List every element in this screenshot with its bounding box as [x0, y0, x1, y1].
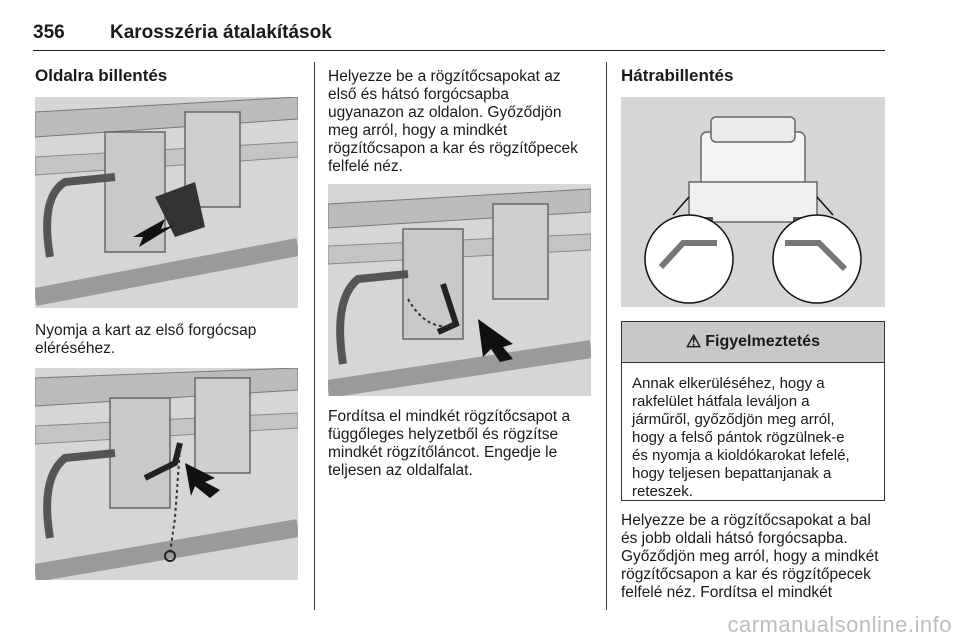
text-insert-pins: Helyezze be a rögzítőcsapokat az első és hátsó forgócsapba ugyanazon az oldalon. Győződjön meg arról, hogy a mindkét rögzítőcsapon a kar és rögzítőpecek felfelé néz. — [328, 68, 578, 175]
warning-box — [621, 321, 885, 501]
text-push-lever: Nyomja a kart az első forgócsap eléréséhez. — [35, 322, 257, 357]
heading-side-tilt: Oldalra billentés — [35, 66, 168, 85]
figure-rear-pins — [621, 97, 885, 307]
heading-rear-tilt: Hátrabillentés — [621, 66, 734, 85]
figure-chain-secure — [35, 368, 298, 580]
figure-lever-push — [35, 97, 298, 308]
warning-title: Figyelmeztetés — [705, 333, 820, 350]
page-number: 356 — [33, 22, 65, 43]
page-header — [33, 22, 885, 51]
column-divider — [314, 62, 315, 610]
warning-text: Annak elkerüléséhez, hogy a rakfelület hátfala leváljon a járműről, győződjön meg arról, hogy a felső pántok rögzülnek-e és nyomja a kioldókarokat lefelé, hogy teljesen bepattanjanak a reteszek. — [632, 375, 850, 500]
text-rotate-pins: Fordítsa el mindkét rögzítőcsapot a függőleges helyzetből és rögzítse mindkét rögzítőláncot. Engedje le teljesen az oldalfalat. — [328, 408, 571, 479]
warning-header — [622, 322, 884, 363]
text-rear-pins: Helyezze be a rögzítőcsapokat a bal és jobb oldali hátsó forgócsapba. Győződjön meg arról, hogy a mindkét rögzítőcsapon a kar és rögzítőpecek felfelé néz. Fordítsa el mindkét — [621, 512, 879, 601]
warning-triangle-icon: ⚠ — [686, 332, 702, 351]
section-title: Karosszéria átalakítások — [110, 22, 332, 43]
column-divider — [606, 62, 607, 610]
figure-pin-rotate — [328, 184, 591, 396]
watermark: carmanualsonline.info — [727, 612, 952, 637]
